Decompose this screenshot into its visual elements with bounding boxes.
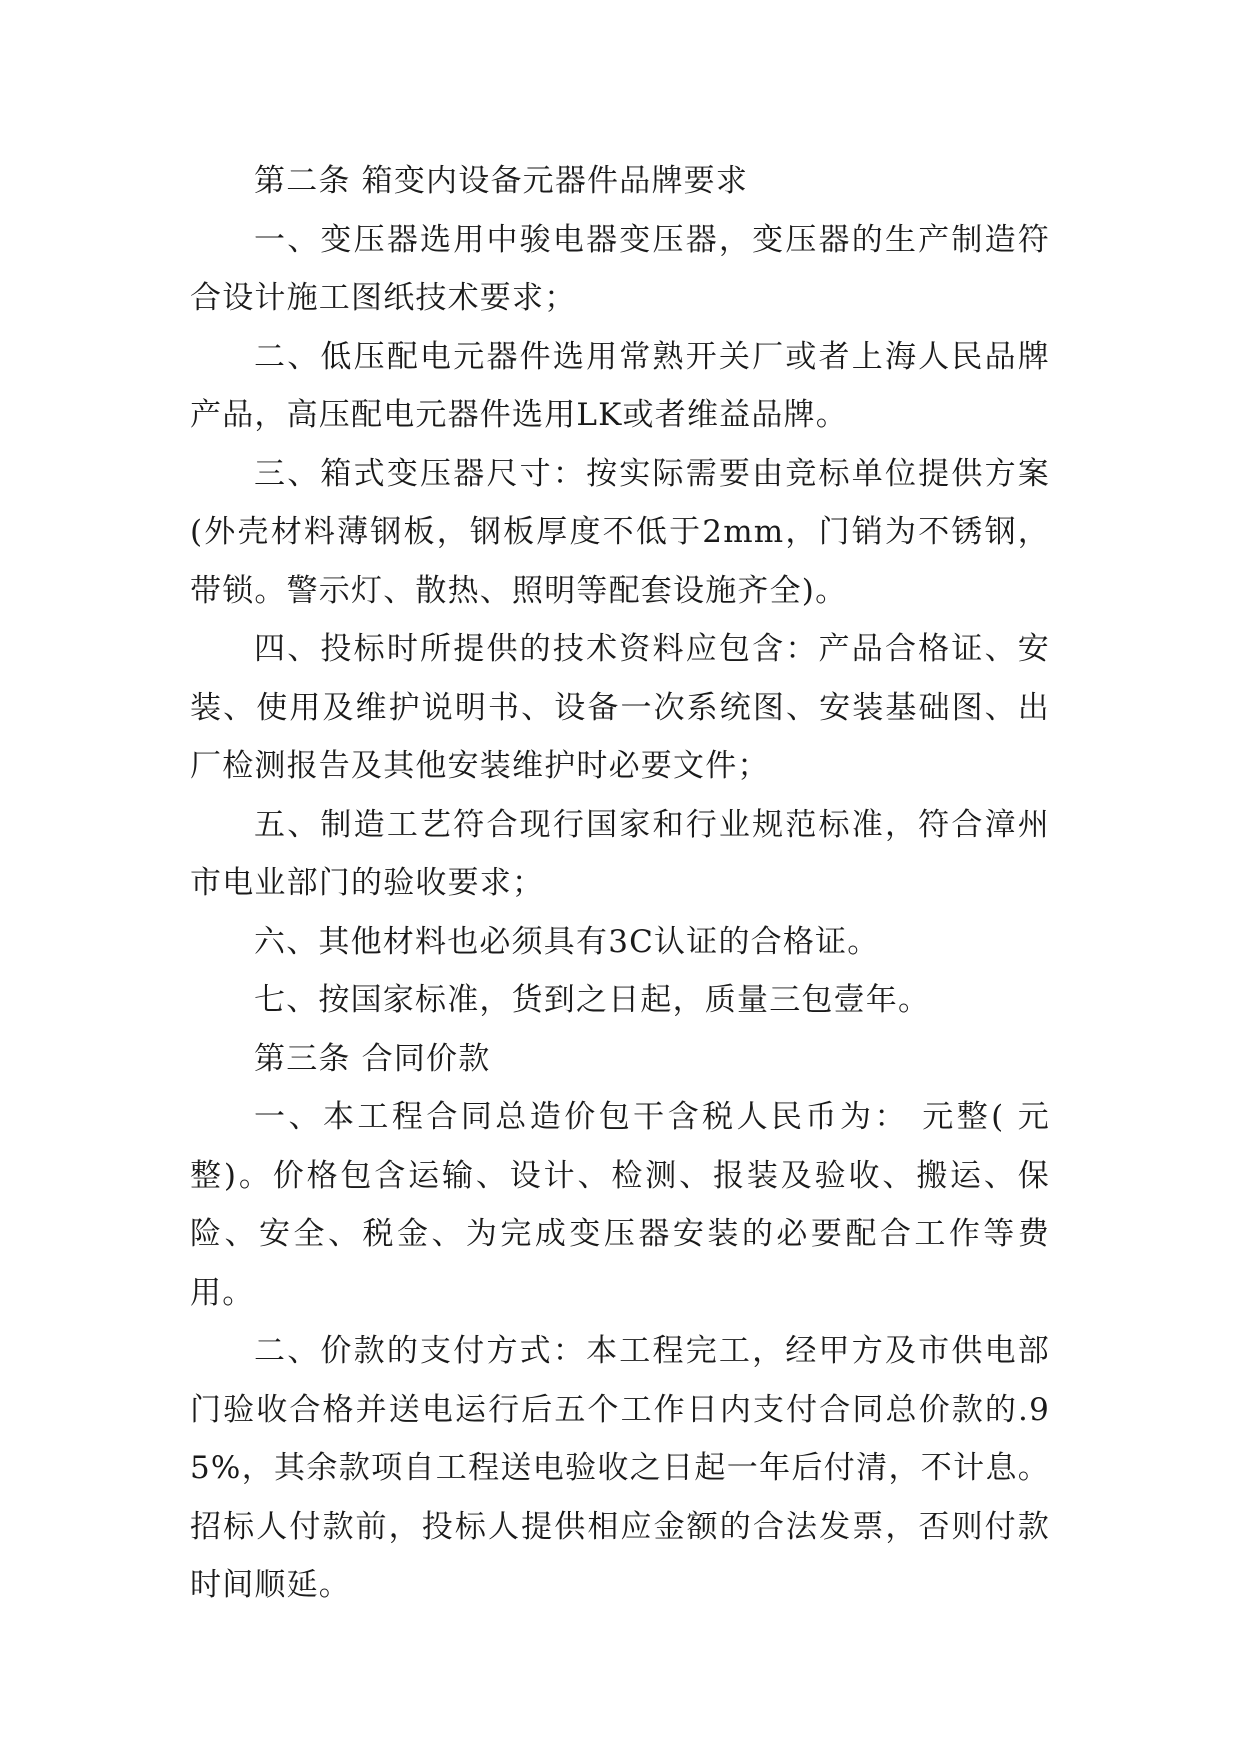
clause-contract-price: 一、本工程合同总造价包干含税人民币为： 元整( 元整)。价格包含运输、设计、检测、报装及验收、搬运、保险、安全、税金、为完成变压器安装的必要配合工作等费用。 (190, 1099, 1050, 1311)
clause-warranty: 七、按国家标准，货到之日起，质量三包壹年。 (254, 982, 931, 1018)
clause-technical-documents: 四、投标时所提供的技术资料应包含：产品合格证、安装、使用及维护说明书、设备一次系统图、安装基础图、出厂检测报告及其他安装维护时必要文件； (190, 631, 1050, 784)
document-body (190, 152, 1050, 1615)
clause-payment-terms: 二、价款的支付方式：本工程完工，经甲方及市供电部门验收合格并送电运行后五个工作日内支付合同总价款的.95%，其余款项自工程送电验收之日起一年后付清，不计息。招标人付款前，投标人提供相应金额的合法发票，否则付款时间顺延。 (190, 1333, 1050, 1603)
article-3-heading: 第三条 合同价款 (254, 1040, 491, 1077)
clause-box-dimensions: 三、箱式变压器尺寸：按实际需要由竞标单位提供方案(外壳材料薄钢板，钢板厚度不低于2mm，门销为不锈钢，带锁。警示灯、散热、照明等配套设施齐全)。 (190, 455, 1050, 609)
clause-manufacturing-standards: 五、制造工艺符合现行国家和行业规范标准，符合漳州市电业部门的验收要求； (190, 806, 1050, 901)
clause-3c-certification: 六、其他材料也必须具有3C认证的合格证。 (254, 923, 880, 960)
article-2-heading: 第二条 箱变内设备元器件品牌要求 (254, 163, 749, 199)
clause-transformer-brand: 一、变压器选用中骏电器变压器，变压器的生产制造符合设计施工图纸技术要求； (190, 221, 1050, 316)
clause-switchgear-brand: 二、低压配电元器件选用常熟开关厂或者上海人民品牌产品，高压配电元器件选用LK或者维益品牌。 (190, 338, 1050, 433)
